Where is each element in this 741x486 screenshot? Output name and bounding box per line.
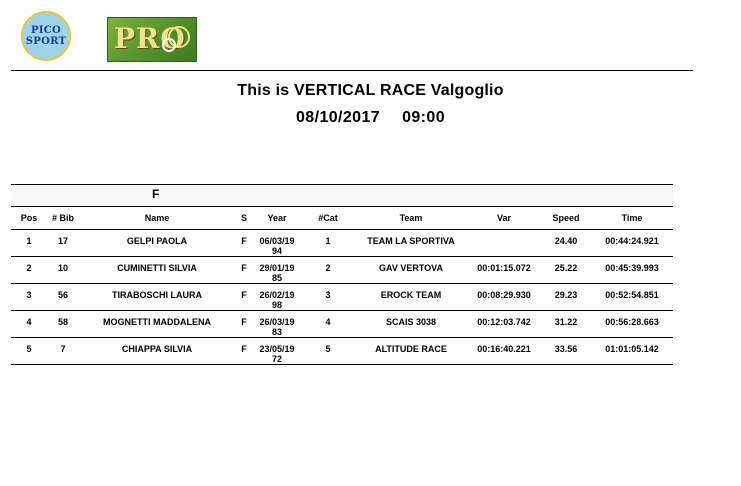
- pro-logo: [107, 17, 197, 62]
- cell-year-suffix: 83: [271, 327, 282, 337]
- cell-var: 00:12:03.742: [477, 317, 531, 327]
- cell-team: GAV VERTOVA: [378, 263, 443, 273]
- cyclist-wheel-small-icon: [162, 38, 176, 52]
- cell-pos: 5: [26, 344, 32, 354]
- cell-name: CUMINETTI SILVIA: [117, 263, 197, 273]
- header-name: Name: [144, 213, 170, 223]
- cell-team: SCAIS 3038: [385, 317, 437, 327]
- cell-sex: F: [241, 236, 247, 246]
- cell-name: TIRABOSCHI LAURA: [112, 290, 202, 300]
- cell-sex: F: [241, 290, 247, 300]
- cell-pos: 3: [26, 290, 32, 300]
- cell-time: 00:56:28.663: [605, 317, 659, 327]
- pico-logo-text-2: SPORT: [25, 36, 67, 47]
- table-header-row: [11, 207, 673, 230]
- cell-speed: 33.56: [554, 344, 578, 354]
- cell-cat: 2: [325, 263, 331, 273]
- header-time: Time: [621, 213, 643, 223]
- category-band: [11, 184, 673, 207]
- cell-year: [255, 236, 299, 256]
- cell-cat: 3: [325, 290, 331, 300]
- category-label: F: [152, 187, 160, 201]
- cell-team: TEAM LA SPORTIVA: [367, 236, 455, 246]
- header-speed: Speed: [552, 213, 580, 223]
- cell-year-date: 29/01/19: [259, 263, 295, 273]
- cell-name: CHIAPPA SILVIA: [121, 344, 193, 354]
- cell-pos: 2: [26, 263, 32, 273]
- cell-bib: 10: [57, 263, 68, 273]
- header-bib: # Bib: [51, 213, 74, 223]
- cell-year-date: 06/03/19: [259, 236, 295, 246]
- cell-team: EROCK TEAM: [380, 290, 442, 300]
- header-var: Var: [496, 213, 511, 223]
- cell-year-suffix: 98: [271, 300, 282, 310]
- header-team: Team: [399, 213, 423, 223]
- header-divider: [11, 70, 693, 71]
- cell-var: 00:01:15.072: [477, 263, 531, 273]
- cell-time: 01:01:05.142: [605, 344, 659, 354]
- table-row: [11, 311, 673, 338]
- cell-speed: 25.22: [554, 263, 578, 273]
- cell-sex: F: [241, 317, 247, 327]
- cell-time: 00:45:39.993: [605, 263, 659, 273]
- cell-var: 00:16:40.221: [477, 344, 531, 354]
- cell-cat: 1: [325, 236, 331, 246]
- cell-pos: 4: [26, 317, 32, 327]
- pro-logo-text: PRO: [114, 22, 186, 55]
- header-sex: S: [240, 213, 247, 223]
- race-datetime: [0, 109, 741, 127]
- header-cat: #Cat: [318, 213, 338, 223]
- cell-year: [255, 317, 299, 337]
- table-row: [11, 230, 673, 257]
- table-row: [11, 338, 673, 365]
- cell-year-date: 26/03/19: [259, 317, 295, 327]
- cell-year-date: 23/05/19: [259, 344, 295, 354]
- results-table: [11, 184, 673, 365]
- header-pos: Pos: [20, 213, 38, 223]
- cell-bib: 17: [57, 236, 68, 246]
- cell-year: [255, 344, 299, 364]
- cell-year-suffix: 94: [271, 246, 282, 256]
- cell-year-suffix: 72: [271, 354, 282, 364]
- cell-year-date: 26/02/19: [259, 290, 295, 300]
- cell-name: GELPI PAOLA: [126, 236, 188, 246]
- cell-speed: 24.40: [554, 236, 578, 246]
- race-time: 09:00: [402, 109, 445, 126]
- cell-pos: 1: [26, 236, 32, 246]
- race-title: This is VERTICAL RACE Valgoglio: [237, 82, 504, 99]
- cell-speed: 29.23: [554, 290, 578, 300]
- cell-time: 00:44:24.921: [605, 236, 659, 246]
- cell-team: ALTITUDE RACE: [375, 344, 447, 354]
- cell-sex: F: [241, 263, 247, 273]
- header-year: Year: [267, 213, 287, 223]
- cell-cat: 4: [325, 317, 331, 327]
- pico-sport-logo: [21, 11, 71, 61]
- cell-bib: 7: [60, 344, 66, 354]
- cell-sex: F: [241, 344, 247, 354]
- cell-bib: 58: [57, 317, 68, 327]
- cell-name: MOGNETTI MADDALENA: [103, 317, 211, 327]
- cell-year: [255, 290, 299, 310]
- race-date: 08/10/2017: [296, 109, 381, 126]
- cell-var: 00:08:29.930: [477, 290, 531, 300]
- cell-year-suffix: 85: [271, 273, 282, 283]
- table-row: [11, 284, 673, 311]
- cell-time: 00:52:54.851: [605, 290, 659, 300]
- table-row: [11, 257, 673, 284]
- cell-cat: 5: [325, 344, 331, 354]
- pico-logo-text-1: PICO: [30, 25, 62, 36]
- cell-year: [255, 263, 299, 283]
- cell-speed: 31.22: [554, 317, 578, 327]
- cell-bib: 56: [57, 290, 68, 300]
